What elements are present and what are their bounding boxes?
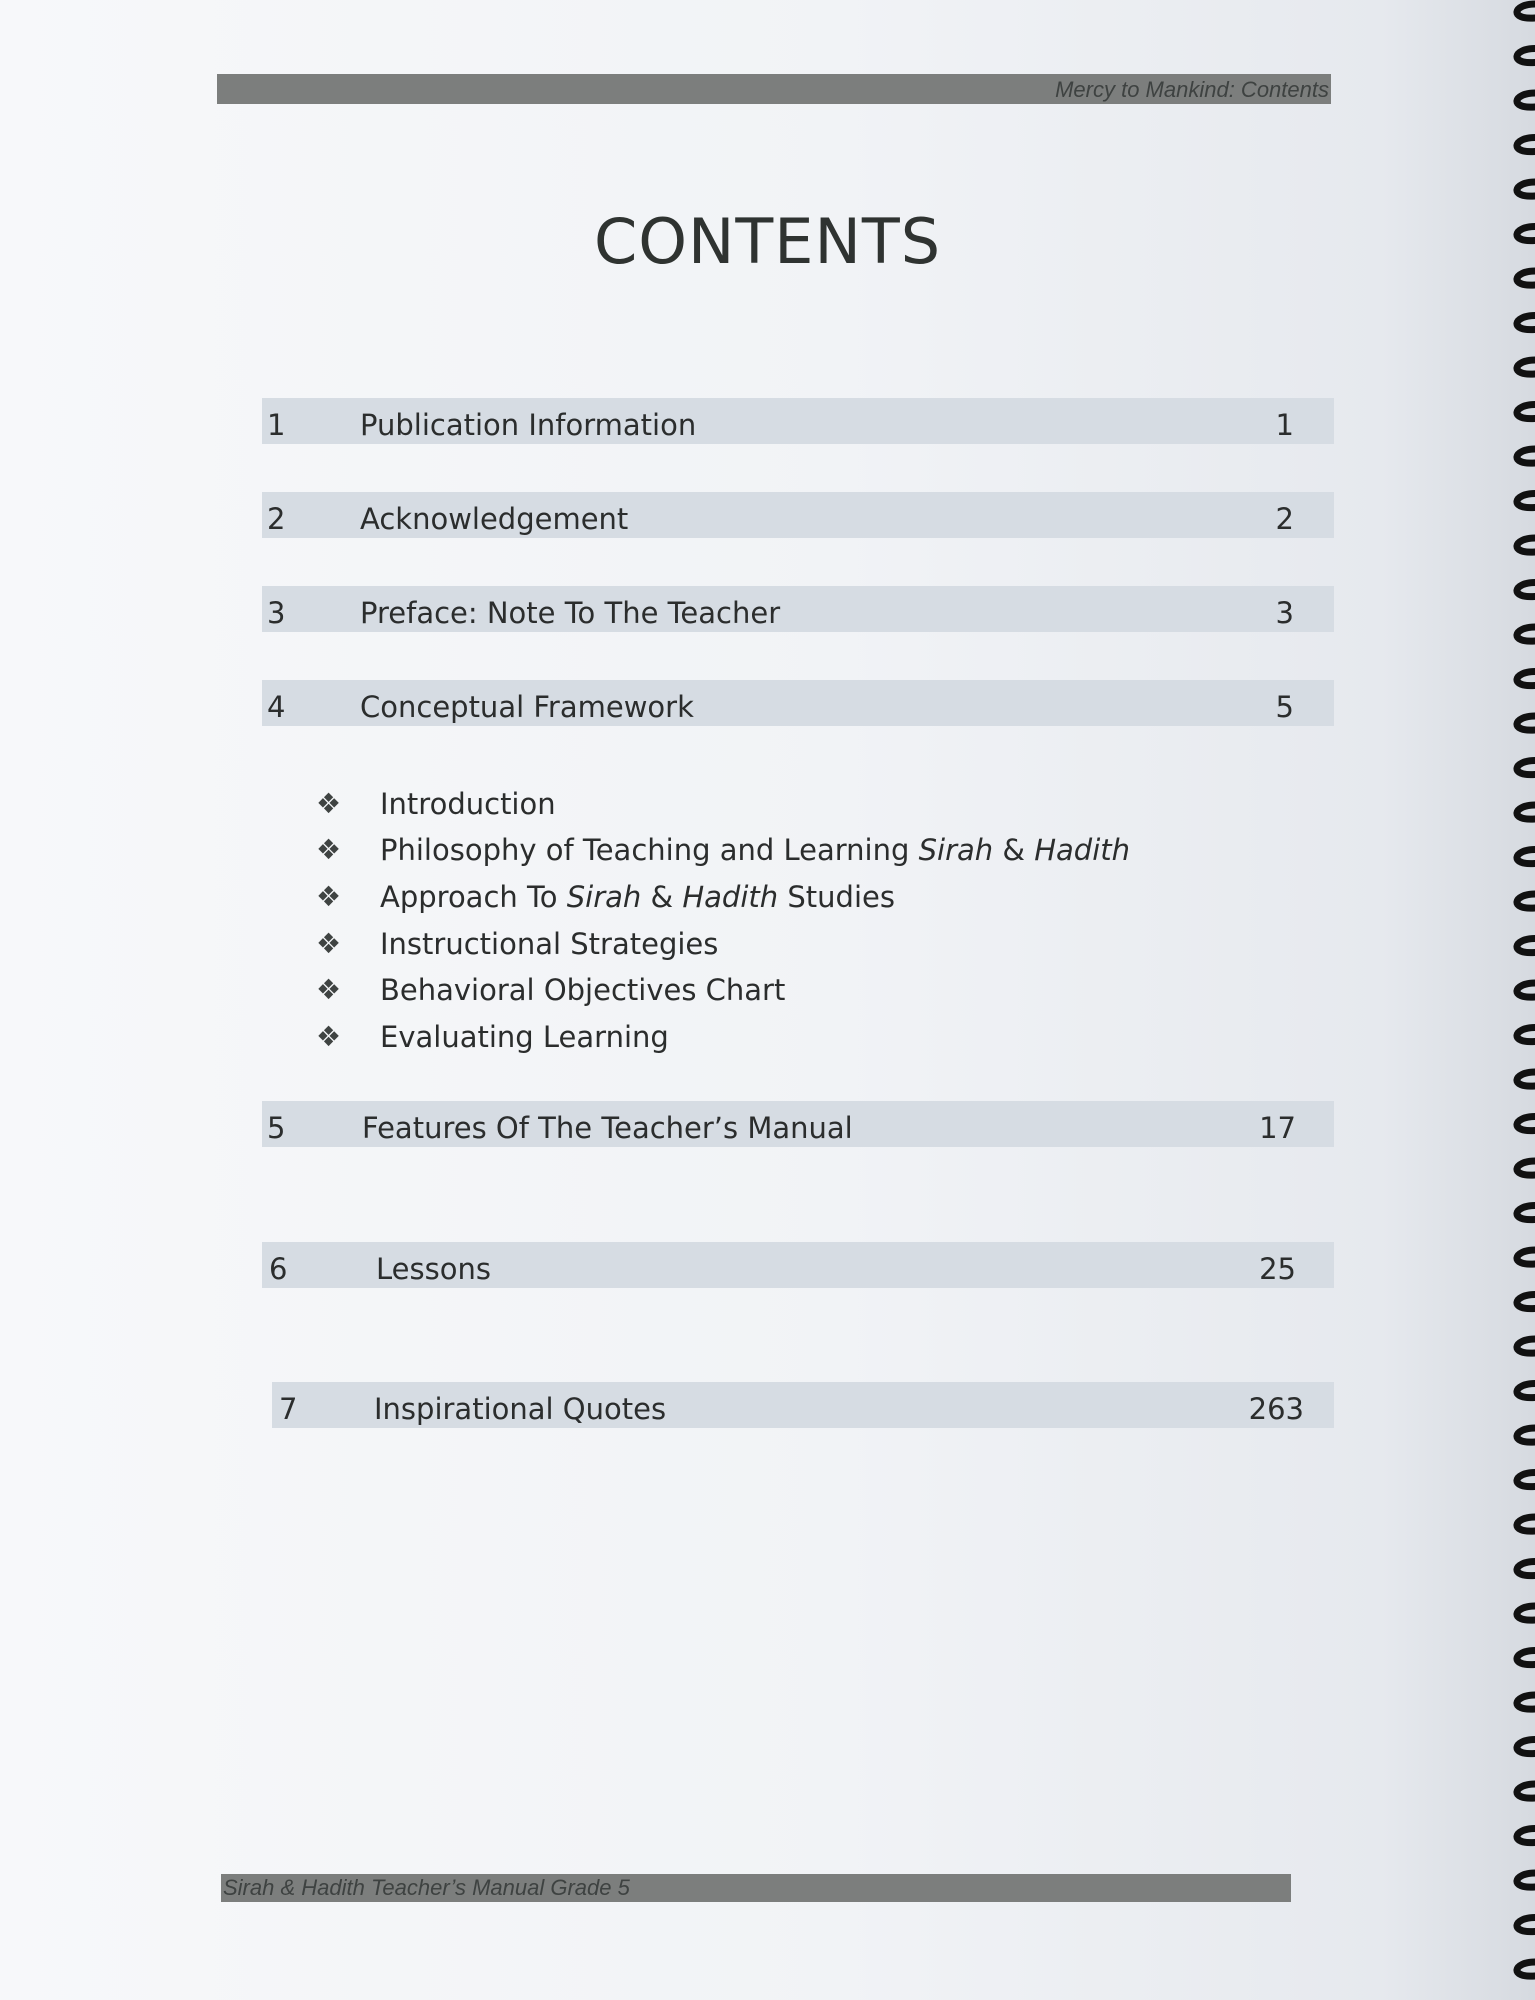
- spiral-coil: [1517, 538, 1535, 552]
- toc-number: 5: [267, 1111, 286, 1145]
- spiral-coil: [1517, 1295, 1535, 1309]
- spiral-coil: [1517, 360, 1535, 374]
- toc-number: 7: [279, 1392, 298, 1426]
- toc-number: 3: [267, 596, 286, 630]
- toc-label: Publication Information: [360, 408, 697, 442]
- spiral-coil: [1517, 1428, 1535, 1442]
- spiral-coil: [1517, 672, 1535, 686]
- spiral-coil: [1517, 1384, 1535, 1398]
- spiral-coil: [1517, 271, 1535, 285]
- italic-term: Sirah: [566, 880, 642, 914]
- toc-number: 2: [267, 502, 286, 536]
- subitem-label: Evaluating Learning: [380, 1020, 669, 1054]
- toc-row-features[interactable]: [262, 1101, 1334, 1147]
- subitem-label: Approach To Sirah & Hadith Studies: [380, 880, 895, 914]
- spiral-coil: [1517, 1740, 1535, 1754]
- toc-row-publication-information[interactable]: [262, 398, 1334, 444]
- spiral-coil: [1517, 494, 1535, 508]
- spiral-coil: [1517, 182, 1535, 196]
- spiral-coil: [1517, 138, 1535, 152]
- italic-term: Hadith: [1034, 833, 1131, 867]
- toc-label: Preface: Note To The Teacher: [360, 596, 781, 630]
- spiral-coil: [1517, 93, 1535, 107]
- diamond-bullet-icon: ❖: [316, 787, 342, 820]
- toc-number: 6: [269, 1252, 288, 1286]
- subitem-label: Introduction: [380, 787, 556, 821]
- subitem-label: Behavioral Objectives Chart: [380, 973, 786, 1007]
- toc-label: Conceptual Framework: [360, 690, 694, 724]
- spiral-binding: [1505, 0, 1535, 2000]
- spiral-coil: [1517, 1873, 1535, 1887]
- italic-term: Hadith: [682, 880, 779, 914]
- toc-label: Features Of The Teacher’s Manual: [362, 1111, 853, 1145]
- toc-page-number: 263: [1248, 1392, 1304, 1426]
- toc-row-lessons[interactable]: [262, 1242, 1334, 1288]
- toc-page-number: 3: [1275, 596, 1294, 630]
- subitem-label: Instructional Strategies: [380, 927, 719, 961]
- spiral-coil: [1517, 449, 1535, 463]
- spiral-coil: [1517, 1473, 1535, 1487]
- spiral-coil: [1517, 49, 1535, 63]
- spiral-coil: [1517, 1918, 1535, 1932]
- spiral-coil: [1517, 1562, 1535, 1576]
- page-title: CONTENTS: [593, 205, 942, 278]
- spiral-coil: [1517, 1784, 1535, 1798]
- spiral-coil: [1517, 1028, 1535, 1042]
- toc-page-number: 25: [1259, 1252, 1296, 1286]
- toc-page-number: 17: [1259, 1111, 1296, 1145]
- spiral-coil: [1517, 1517, 1535, 1531]
- spiral-coil: [1517, 1072, 1535, 1086]
- spiral-coil: [1517, 1651, 1535, 1665]
- spiral-coil: [1517, 805, 1535, 819]
- spiral-coil: [1517, 761, 1535, 775]
- diamond-bullet-icon: ❖: [316, 833, 342, 866]
- spiral-coil: [1517, 1250, 1535, 1264]
- running-header: Mercy to Mankind: Contents: [1055, 77, 1329, 102]
- diamond-bullet-icon: ❖: [316, 973, 342, 1006]
- diamond-bullet-icon: ❖: [316, 927, 342, 960]
- spiral-coil: [1517, 894, 1535, 908]
- spiral-coil: [1517, 1962, 1535, 1976]
- toc-label: Lessons: [376, 1252, 491, 1286]
- toc-row-preface[interactable]: [262, 586, 1334, 632]
- toc-label: Acknowledgement: [360, 502, 629, 536]
- spiral-coil: [1517, 1695, 1535, 1709]
- spiral-coil: [1517, 627, 1535, 641]
- header-bar: [217, 74, 1331, 104]
- subitem-label: Philosophy of Teaching and Learning Sirah & Hadith: [380, 833, 1131, 867]
- diamond-bullet-icon: ❖: [316, 880, 342, 913]
- toc-page-number: 1: [1275, 408, 1294, 442]
- spiral-coil: [1517, 1206, 1535, 1220]
- toc-page-number: 2: [1275, 502, 1294, 536]
- diamond-bullet-icon: ❖: [316, 1020, 342, 1053]
- toc-row-conceptual-framework[interactable]: [262, 680, 1334, 726]
- toc-number: 4: [267, 690, 286, 724]
- spiral-coil: [1517, 4, 1535, 18]
- spiral-coil: [1517, 1117, 1535, 1131]
- italic-term: Sirah: [918, 833, 994, 867]
- spiral-coil: [1517, 939, 1535, 953]
- footer-bar: [221, 1874, 1291, 1902]
- spiral-coil: [1517, 1606, 1535, 1620]
- toc-label: Inspirational Quotes: [374, 1392, 667, 1426]
- toc-page-number: 5: [1275, 690, 1294, 724]
- toc-number: 1: [267, 408, 286, 442]
- spiral-coil: [1517, 1161, 1535, 1175]
- spiral-coil: [1517, 316, 1535, 330]
- running-footer: Sirah & Hadith Teacher’s Manual Grade 5: [223, 1875, 630, 1900]
- spiral-coil: [1517, 1829, 1535, 1843]
- spiral-coil: [1517, 405, 1535, 419]
- spiral-coil: [1517, 983, 1535, 997]
- toc-row-inspirational-quotes[interactable]: [272, 1382, 1334, 1428]
- spiral-coil: [1517, 227, 1535, 241]
- spiral-coil: [1517, 583, 1535, 597]
- spiral-coil: [1517, 1339, 1535, 1353]
- toc-row-acknowledgement[interactable]: [262, 492, 1334, 538]
- spiral-coil: [1517, 716, 1535, 730]
- spiral-coil: [1517, 850, 1535, 864]
